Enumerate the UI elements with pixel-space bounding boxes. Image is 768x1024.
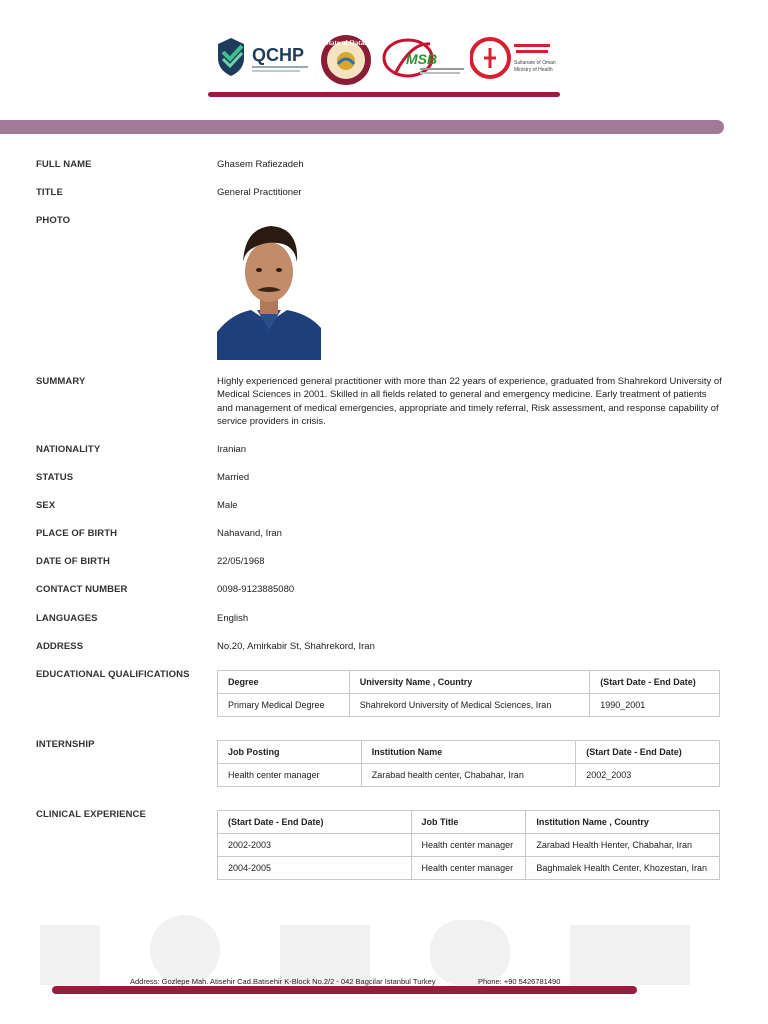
address-label: ADDRESS [36,641,84,652]
svg-text:Ministry of Health: Ministry of Health [514,67,553,73]
clinical-experience-label: CLINICAL EXPERIENCE [36,809,146,820]
languages-value: English [217,613,249,624]
clinical-experience-table [217,810,720,880]
table-header-row [218,671,720,694]
qchp-logo [216,34,312,78]
table-header-row [218,741,720,764]
internship-table [217,740,720,787]
nationality-label: NATIONALITY [36,444,101,455]
msb-logo [382,34,466,82]
table-header-cell: (Start Date - End Date) [576,741,720,764]
title-value: General Practitioner [217,187,302,198]
table-cell: 2002-2003 [218,834,412,857]
date-of-birth-label: DATE OF BIRTH [36,556,110,567]
header-divider [208,92,560,97]
table-cell: Health center manager [411,857,526,880]
sex-label: SEX [36,500,56,511]
place-of-birth-label: PLACE OF BIRTH [36,528,118,539]
contact-number-value: 0098-9123885080 [217,584,295,595]
sex-value: Male [217,500,238,511]
status-label: STATUS [36,472,74,483]
education-table [217,670,720,717]
table-cell: Zarabad health center, Chabahar, Iran [361,764,576,787]
table-header-cell: Job Posting [218,741,362,764]
full-name-value: Ghasem Rafiezadeh [217,159,304,170]
status-value: Married [217,472,250,483]
table-header-row [218,811,720,834]
table-cell: 2002_2003 [576,764,720,787]
oman-ministry-logo [470,34,556,82]
footer-address: Address: Gozlepe Mah. Atisehir Cad.Batisehir K-Block No.2/2 - 042 Bagcilar Istanbul Turkey [130,977,436,986]
title-label: TITLE [36,187,63,198]
footer-phone: Phone: +90 5426781490 [478,977,561,986]
contact-number-label: CONTACT NUMBER [36,584,128,595]
table-header-cell: Degree [218,671,350,694]
photo-label: PHOTO [36,215,71,226]
table-cell: Health center manager [218,764,362,787]
table-cell: Primary Medical Degree [218,694,350,717]
table-row [218,834,720,857]
address-value: No.20, Amirkabir St, Shahrekord, Iran [217,641,375,652]
education-label: EDUCATIONAL QUALIFICATIONS [36,669,190,680]
table-header-cell: (Start Date - End Date) [218,811,412,834]
full-name-label: FULL NAME [36,159,92,170]
table-cell: Baghmalek Health Center, Khozestan, Iran [526,857,720,880]
svg-text:State of Qatar: State of Qatar [324,39,368,47]
svg-text:QCHP: QCHP [252,45,305,65]
table-row [218,764,720,787]
table-cell: Health center manager [411,834,526,857]
table-cell: 1990_2001 [590,694,720,717]
table-row [218,694,720,717]
table-cell: 2004-2005 [218,857,412,880]
svg-text:MSB: MSB [406,51,438,67]
footer-divider [52,986,637,994]
summary-text: Highly experienced general practitioner with more than 22 years of experience, graduated from Shahrekord University of Medical Sciences in 2001. Skilled in all fields related to general and emergency medicine. Early treatment of patients and management of medical emergencies, appropriate and timely referral, Risk assessment, and response capability of service providers in crisis. [217,376,722,428]
table-header-cell: Job Title [411,811,526,834]
date-of-birth-value: 22/05/1968 [217,556,265,567]
table-header-cell: Institution Name [361,741,576,764]
table-header-cell: Institution Name , Country [526,811,720,834]
svg-text:Sultanate of Oman: Sultanate of Oman [514,60,556,66]
table-row [218,857,720,880]
summary-label: SUMMARY [36,376,86,387]
table-header-cell: (Start Date - End Date) [590,671,720,694]
state-of-qatar-logo [320,34,372,86]
table-cell: Shahrekord University of Medical Sciences, Iran [349,694,589,717]
section-banner [0,120,724,134]
table-header-cell: University Name , Country [349,671,589,694]
profile-photo [217,214,321,360]
languages-label: LANGUAGES [36,613,98,624]
place-of-birth-value: Nahavand, Iran [217,528,282,539]
table-cell: Zarabad Health Henter, Chabahar, Iran [526,834,720,857]
internship-label: INTERNSHIP [36,739,95,750]
nationality-value: Iranian [217,444,247,455]
header-logos [216,34,556,90]
